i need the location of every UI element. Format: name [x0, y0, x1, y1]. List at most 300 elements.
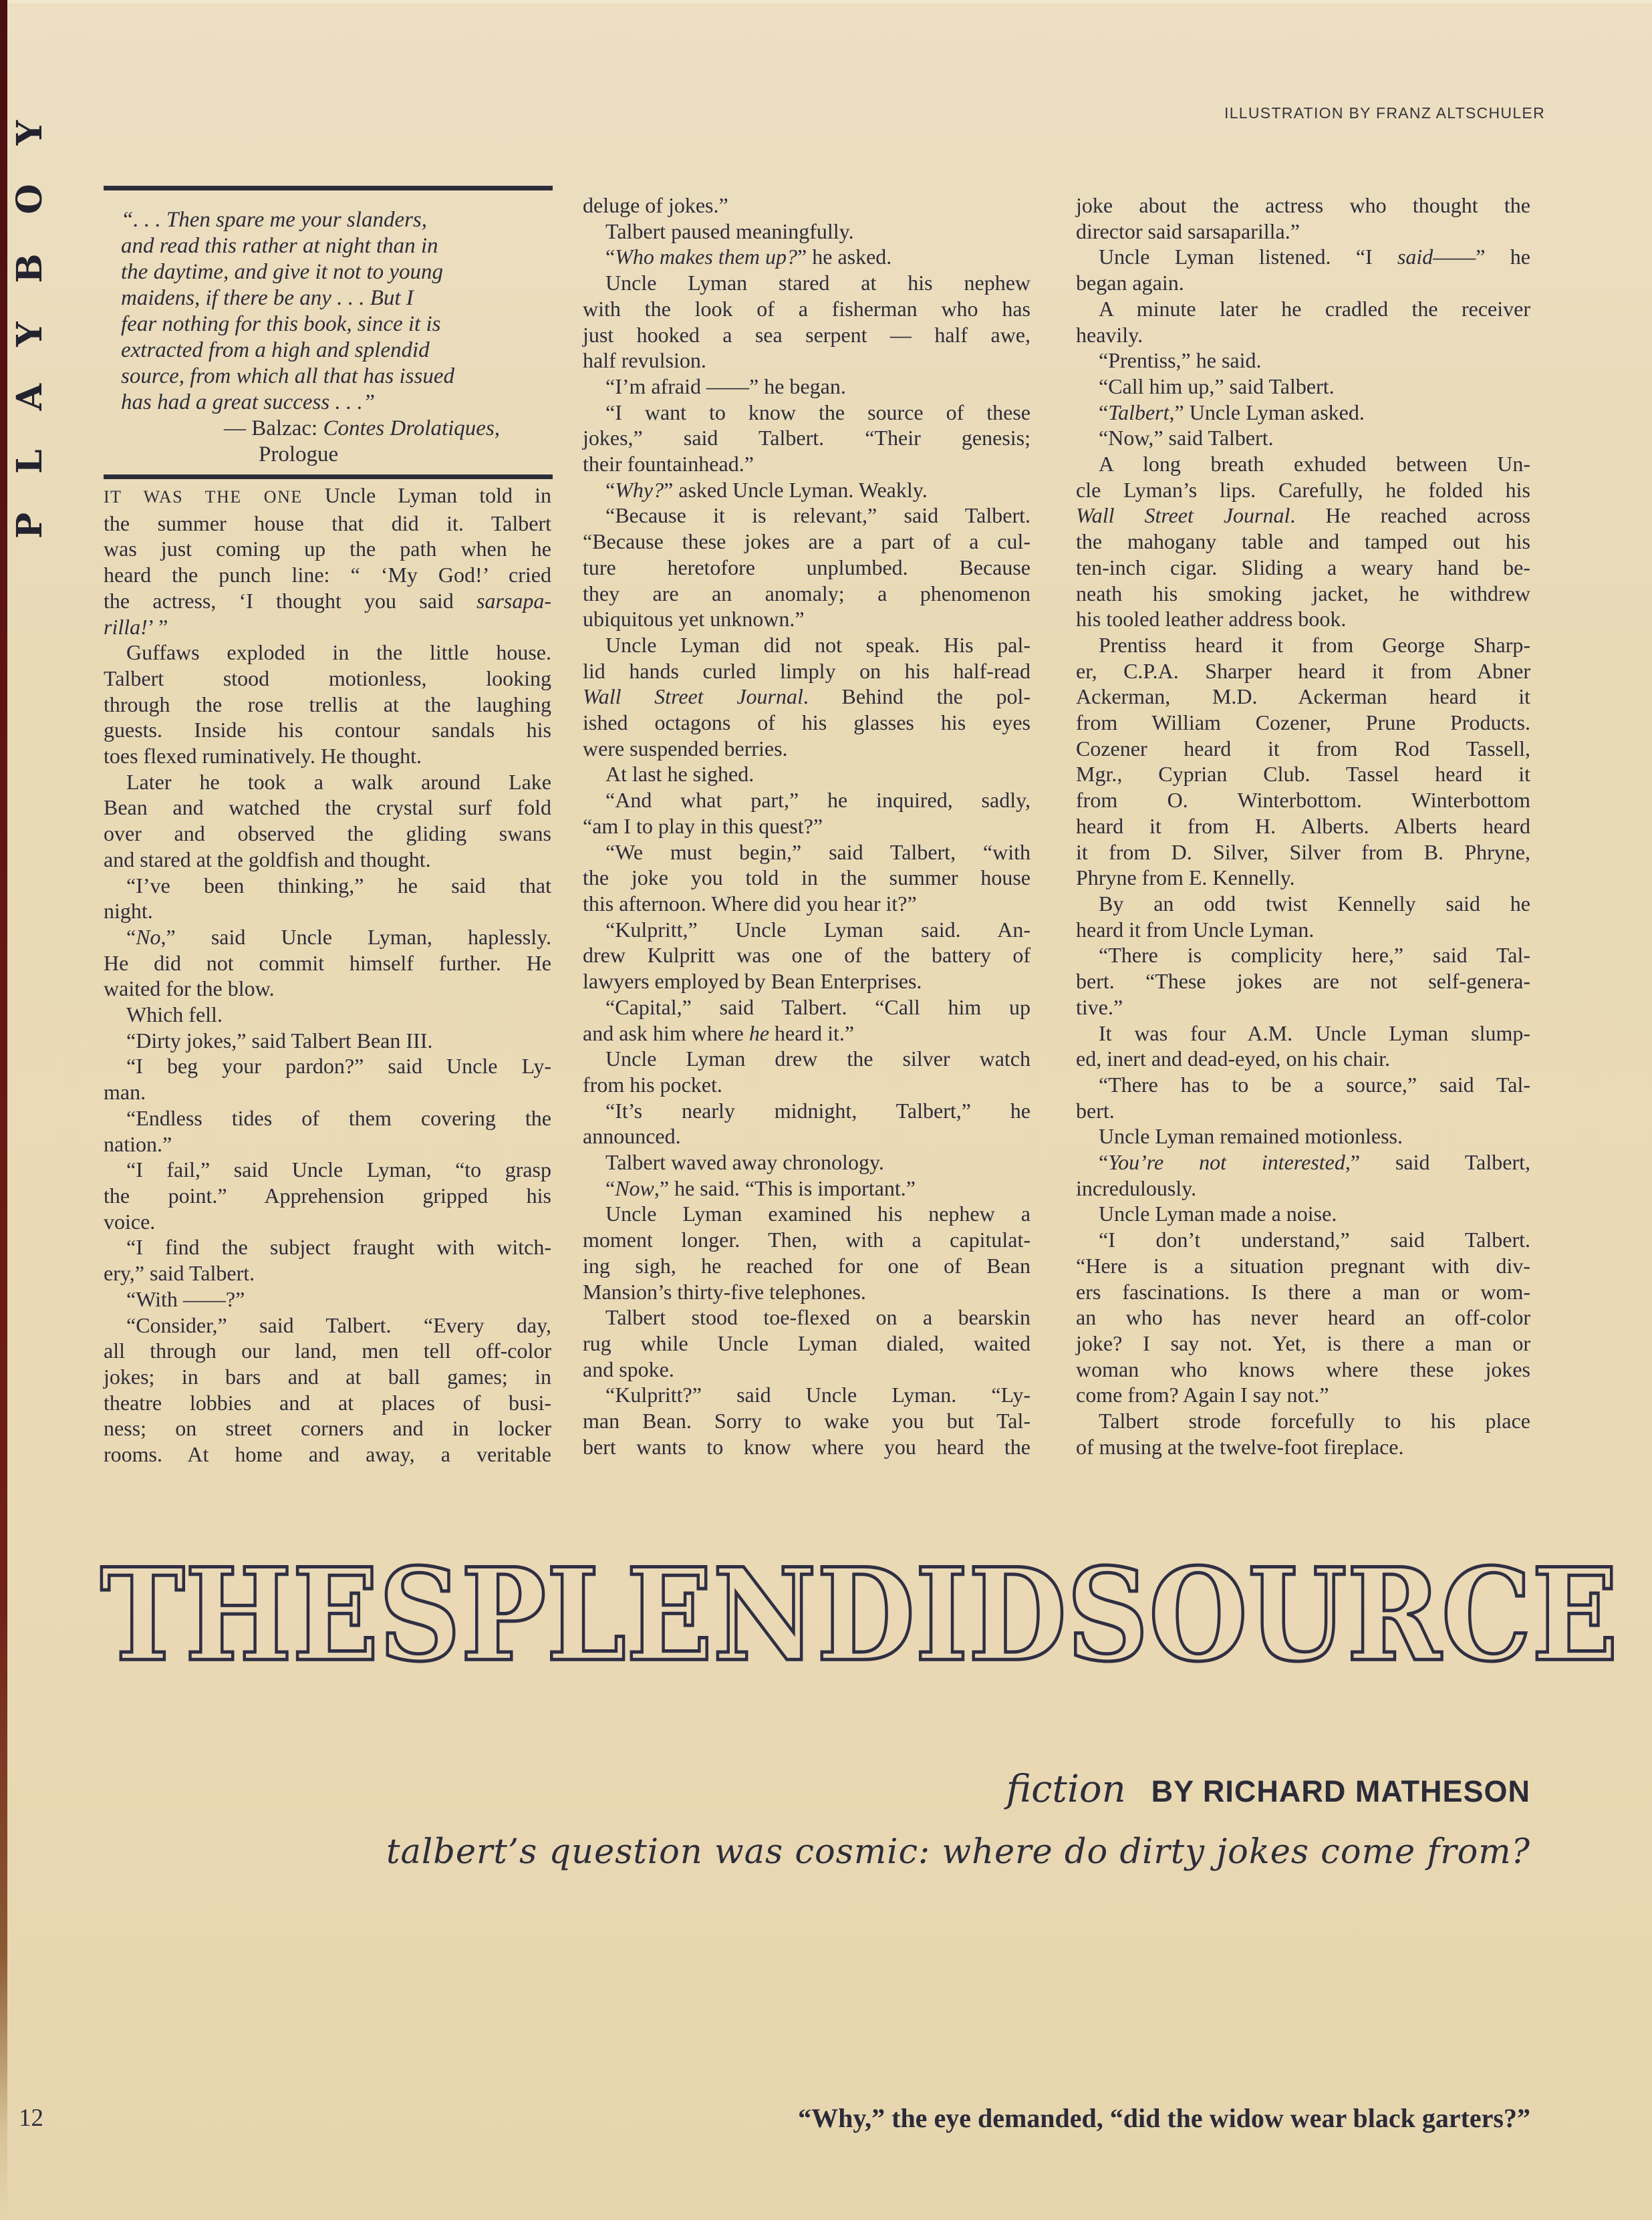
text-segment: By an odd twist Kennelly said he — [1099, 891, 1530, 916]
text-line — [1076, 219, 1530, 245]
text-line — [104, 1234, 551, 1260]
text-line — [1076, 761, 1530, 787]
section-kicker-fiction: fiction — [1006, 1768, 1126, 1811]
text-line — [104, 898, 551, 924]
text-line — [1076, 1098, 1530, 1124]
text-segment: Which fell. — [126, 1002, 223, 1027]
text-segment: ness; on street corners and in locker — [104, 1416, 551, 1441]
text-segment: Wall Street Journal — [583, 684, 803, 709]
text-segment: Bean and watched the crystal surf fold — [104, 795, 551, 820]
text-segment: waited for the blow. — [104, 976, 275, 1001]
text-segment: sarsapa- — [476, 588, 551, 613]
text-line — [583, 658, 1030, 684]
text-segment: and stared at the goldfish and thought. — [104, 847, 431, 871]
text-segment: were suspended berries. — [583, 736, 788, 760]
text-line — [1076, 994, 1530, 1020]
illustration-credit: ILLUSTRATION BY FRANZ ALTSCHULER — [1224, 104, 1545, 122]
text-line — [104, 1364, 551, 1390]
text-line — [1076, 581, 1530, 607]
author-byline: BY RICHARD MATHESON — [1151, 1774, 1530, 1808]
epigraph-attribution-source: Prologue — [259, 442, 339, 466]
text-line — [104, 692, 551, 718]
text-segment: jokes; in bars and at ball games; in — [104, 1364, 551, 1389]
text-line — [104, 950, 551, 976]
text-segment: It was four A.M. Uncle Lyman slump- — [1099, 1020, 1530, 1045]
text-line — [104, 1157, 551, 1183]
text-segment: ubiquitous yet unknown.” — [583, 607, 805, 632]
text-line — [104, 717, 551, 743]
epigraph-attribution-work: Contes Drolatiques, — [323, 416, 501, 440]
text-segment: bert wants to know where you heard the — [583, 1434, 1030, 1459]
text-segment: “Because it is relevant,” said Talbert. — [605, 503, 1030, 528]
text-line — [1076, 1175, 1530, 1202]
text-line — [1076, 1123, 1530, 1149]
text-segment: ture heretofore unplumbed. Because — [583, 555, 1030, 579]
text-segment: drew Kulpritt was one of the battery of — [583, 943, 1030, 968]
text-segment: “ — [605, 1175, 615, 1200]
text-line — [583, 503, 1030, 529]
text-segment: come from? Again I say not.” — [1076, 1383, 1329, 1407]
text-segment: . He reached across — [1290, 503, 1531, 528]
text-line — [1076, 477, 1530, 503]
text-segment: the actress, ‘I thought you said — [104, 588, 476, 613]
text-line — [1076, 710, 1530, 736]
text-line — [104, 924, 551, 950]
text-segment: rug while Uncle Lyman dialed, waited — [583, 1331, 1030, 1355]
small-caps-opener: IT WAS THE ONE — [104, 487, 303, 507]
text-line — [583, 942, 1030, 968]
text-line — [104, 1183, 551, 1209]
text-segment: ——” he — [1433, 245, 1531, 269]
text-segment: from O. Winterbottom. Winterbottom — [1076, 788, 1530, 813]
text-segment: At last he sighed. — [605, 762, 754, 787]
text-segment: the mahogany table and tamped out his — [1076, 529, 1530, 554]
text-line — [1076, 503, 1530, 529]
text-segment: toes flexed ruminatively. He thought. — [104, 744, 422, 769]
text-line — [583, 684, 1030, 710]
text-line — [104, 873, 551, 899]
text-line — [1076, 451, 1530, 477]
text-segment: from William Cozener, Prune Products. — [1076, 710, 1530, 735]
text-line — [104, 536, 551, 562]
text-segment: ” he asked. — [797, 245, 892, 269]
text-segment: moment longer. Then, with a capitulat- — [583, 1228, 1030, 1252]
text-segment: joke? I say not. Yet, is there a man or — [1076, 1331, 1530, 1355]
text-segment: “ — [605, 245, 615, 269]
text-segment: ery,” said Talbert. — [104, 1261, 255, 1286]
text-line — [1076, 1304, 1530, 1331]
text-line — [583, 865, 1030, 891]
text-line — [1076, 192, 1530, 219]
text-line — [1076, 374, 1530, 400]
text-segment: “I want to know the source of these — [605, 400, 1030, 424]
text-line — [1076, 632, 1530, 658]
text-segment: Prentiss heard it from George Sharp- — [1099, 632, 1530, 657]
text-segment: bert. — [1076, 1098, 1115, 1123]
text-segment: Uncle Lyman made a noise. — [1099, 1202, 1337, 1226]
text-segment: ing sigh, he reached for one of Bean — [583, 1253, 1030, 1278]
text-line — [583, 1072, 1030, 1098]
text-line — [104, 1209, 551, 1235]
text-line — [104, 1441, 551, 1468]
text-line — [583, 1227, 1030, 1253]
text-segment: . Behind the pol- — [803, 684, 1031, 709]
text-segment: guests. Inside his contour sandals his — [104, 718, 551, 742]
text-line — [1076, 891, 1530, 917]
text-segment: He did not commit himself further. He — [104, 950, 551, 975]
text-line — [1076, 917, 1530, 943]
text-segment: “ — [605, 477, 615, 502]
text-segment: it from D. Silver, Silver from B. Phryne, — [1076, 839, 1530, 864]
text-segment: “With ——?” — [126, 1286, 245, 1311]
epigraph-line: and read this rather at night than in — [121, 234, 438, 258]
text-segment: the summer house that did it. Talbert — [104, 511, 551, 535]
text-segment: “I don’t understand,” said Talbert. — [1099, 1228, 1530, 1252]
text-segment: voice. — [104, 1209, 156, 1234]
text-line — [583, 813, 1030, 839]
text-line — [1076, 606, 1530, 632]
text-line — [1076, 839, 1530, 865]
text-segment: “I find the subject fraught with witch- — [126, 1235, 551, 1260]
text-segment: night. — [104, 899, 153, 924]
text-line — [1076, 787, 1530, 813]
text-line — [1076, 865, 1530, 891]
story-tagline: talbert’s question was cosmic: where do dirty jokes come from? — [386, 1832, 1530, 1872]
text-segment: theatre lobbies and at places of busi- — [104, 1390, 551, 1415]
text-segment: Wall Street Journal — [1076, 503, 1290, 528]
text-segment: heard it from Uncle Lyman. — [1076, 917, 1315, 942]
epigraph-attribution — [104, 416, 553, 442]
text-segment: ,” said Talbert, — [1345, 1150, 1530, 1175]
text-segment: ers fascinations. Is there a man or wom- — [1076, 1279, 1530, 1304]
text-line — [1076, 529, 1530, 555]
text-line — [583, 425, 1030, 451]
brand-vertical-playboy: PLAYBOY — [9, 82, 50, 539]
text-line — [583, 761, 1030, 787]
text-segment: Who makes them up? — [615, 245, 798, 269]
text-line — [583, 1046, 1030, 1072]
text-segment: ,” Uncle Lyman asked. — [1169, 400, 1365, 424]
text-line — [104, 976, 551, 1002]
column-1 — [104, 482, 551, 1468]
text-line — [1076, 270, 1530, 296]
story-title-word: SPLENDID — [378, 1540, 1067, 1691]
text-segment: “Dirty jokes,” said Talbert Bean III. — [126, 1028, 433, 1053]
text-line — [1076, 658, 1530, 684]
story-title-word: THE — [100, 1540, 379, 1691]
footer-caption: “Why,” the eye demanded, “did the widow wear black garters?” — [798, 2103, 1530, 2133]
text-line — [104, 640, 551, 666]
text-segment: half revulsion. — [583, 348, 706, 373]
text-line — [104, 1105, 551, 1131]
text-line — [104, 482, 551, 511]
epigraph-line: the daytime, and give it not to young — [121, 260, 444, 284]
text-line — [1076, 942, 1530, 968]
text-line — [583, 787, 1030, 813]
text-segment: You’re not interested — [1108, 1150, 1345, 1175]
text-line — [583, 219, 1030, 245]
text-line — [1076, 736, 1530, 762]
text-segment: Uncle Lyman did not speak. His pal- — [605, 632, 1030, 657]
text-line — [583, 1304, 1030, 1331]
text-line — [104, 1390, 551, 1416]
text-segment: “Here is a situation pregnant with div- — [1076, 1253, 1530, 1278]
text-line — [583, 322, 1030, 348]
text-segment: “ — [1099, 1150, 1109, 1175]
text-line — [583, 529, 1030, 555]
text-segment: Uncle Lyman drew the silver watch — [605, 1047, 1030, 1071]
text-line — [583, 891, 1030, 917]
text-line — [583, 296, 1030, 322]
text-segment: Talbert — [1108, 400, 1169, 424]
text-line — [583, 1382, 1030, 1408]
text-segment: “There is complicity here,” said Tal- — [1099, 943, 1530, 968]
text-segment: ,” said Uncle Lyman, haplessly. — [160, 924, 551, 949]
text-line — [104, 1338, 551, 1364]
text-line — [104, 847, 551, 873]
text-segment: lawyers employed by Bean Enterprises. — [583, 969, 922, 994]
epigraph-line: source, from which all that has issued — [121, 364, 454, 388]
scan-edge-top — [0, 0, 1652, 3]
text-segment: incredulously. — [1076, 1175, 1197, 1200]
epigraph-lines — [104, 207, 553, 416]
text-line — [1076, 244, 1530, 270]
text-segment: Later he took a walk around Lake — [126, 769, 551, 794]
text-line — [583, 374, 1030, 400]
text-line — [104, 1131, 551, 1157]
text-segment: Uncle Lyman stared at his nephew — [605, 271, 1030, 295]
text-segment: Uncle Lyman remained motionless. — [1099, 1124, 1403, 1149]
text-line — [104, 1312, 551, 1339]
text-segment: the joke you told in the summer house — [583, 865, 1030, 890]
text-segment: bert. “These jokes are not self-genera- — [1076, 969, 1530, 994]
text-segment: neath his smoking jacket, he withdrew — [1076, 581, 1530, 605]
text-segment: through the rose trellis at the laughing — [104, 692, 551, 716]
text-segment: “It’s nearly midnight, Talbert,” he — [605, 1098, 1030, 1123]
text-line — [104, 614, 551, 640]
text-line — [583, 1020, 1030, 1047]
epigraph-line: extracted from a high and splendid — [121, 338, 430, 362]
text-line — [583, 917, 1030, 943]
text-line — [583, 839, 1030, 865]
text-line — [583, 555, 1030, 581]
text-segment: “Endless tides of them covering the — [126, 1105, 551, 1130]
text-line — [583, 1149, 1030, 1175]
text-line — [583, 477, 1030, 503]
text-segment: began again. — [1076, 271, 1184, 295]
text-line — [104, 1079, 551, 1105]
text-line — [583, 400, 1030, 426]
text-line — [104, 1053, 551, 1079]
text-segment: the point.” Apprehension gripped his — [104, 1183, 551, 1208]
text-segment: director said sarsaparilla.” — [1076, 219, 1300, 243]
text-segment: ten-inch cigar. Sliding a weary hand be- — [1076, 555, 1530, 579]
text-segment: Talbert waved away chronology. — [605, 1150, 884, 1175]
text-segment: heard the punch line: “ ‘My God!’ cried — [104, 563, 551, 587]
epigraph-line: “. . . Then spare me your slanders, — [121, 208, 428, 232]
text-segment: “Now,” said Talbert. — [1099, 426, 1274, 450]
text-line — [1076, 684, 1530, 710]
text-line — [583, 1123, 1030, 1149]
text-segment: “Capital,” said Talbert. “Call him up — [605, 994, 1030, 1019]
epigraph-line: fear nothing for this book, since it is — [121, 312, 441, 336]
text-segment: Uncle Lyman listened. “I — [1099, 245, 1397, 269]
text-segment: man. — [104, 1080, 146, 1105]
text-line — [1076, 1408, 1530, 1434]
text-line — [1076, 1253, 1530, 1279]
text-line — [583, 994, 1030, 1020]
text-segment: their fountainhead.” — [583, 452, 754, 476]
text-segment: was just coming up the path when he — [104, 537, 551, 561]
text-segment: his tooled leather address book. — [1076, 607, 1347, 632]
text-segment: “Consider,” said Talbert. “Every day, — [126, 1312, 551, 1337]
text-segment: Talbert stood toe-flexed on a bearskin — [605, 1305, 1030, 1330]
text-line — [583, 192, 1030, 219]
text-segment: “Because these jokes are a part of a cul- — [583, 529, 1030, 554]
text-line — [583, 606, 1030, 632]
text-line — [1076, 1279, 1530, 1305]
text-segment: lid hands curled limply on his half-read — [583, 658, 1030, 683]
text-line — [583, 1253, 1030, 1279]
text-segment: and spoke. — [583, 1357, 674, 1381]
text-line — [583, 1175, 1030, 1202]
text-line — [1076, 400, 1530, 426]
text-line — [104, 1415, 551, 1441]
column-2 — [583, 192, 1030, 1460]
text-segment: Uncle Lyman examined his nephew a — [605, 1202, 1030, 1226]
text-segment: Talbert strode forcefully to his place — [1099, 1409, 1530, 1433]
text-segment: cle Lyman’s lips. Carefully, he folded his — [1076, 477, 1530, 502]
text-line — [583, 632, 1030, 658]
text-line — [583, 348, 1030, 374]
text-line — [1076, 1227, 1530, 1253]
text-segment: announced. — [583, 1124, 681, 1149]
text-segment: “There has to be a source,” said Tal- — [1099, 1072, 1530, 1097]
byline-row — [1006, 1768, 1530, 1811]
text-segment: rilla! — [104, 614, 148, 639]
text-segment: an who has never heard an off-color — [1076, 1305, 1530, 1330]
text-segment: ,” he said. “This is important.” — [654, 1175, 916, 1200]
text-segment: “And what part,” he inquired, sadly, — [605, 788, 1030, 813]
text-line — [583, 710, 1030, 736]
text-segment: A long breath exhuded between Un- — [1099, 452, 1530, 476]
text-line — [104, 769, 551, 795]
text-line — [1076, 425, 1530, 451]
text-segment: from his pocket. — [583, 1072, 722, 1097]
text-segment: No — [136, 924, 161, 949]
text-line — [104, 588, 551, 614]
text-line — [1076, 1434, 1530, 1460]
text-segment: just hooked a sea serpent — half awe, — [583, 322, 1030, 347]
text-segment: this afternoon. Where did you hear it?” — [583, 891, 917, 916]
column-3 — [1076, 192, 1530, 1460]
text-segment: “I fail,” said Uncle Lyman, “to grasp — [126, 1157, 551, 1182]
text-segment: all through our land, men tell off-color — [104, 1339, 551, 1363]
text-line — [104, 1286, 551, 1312]
text-segment: “Call him up,” said Talbert. — [1099, 374, 1335, 398]
text-line — [1076, 1072, 1530, 1098]
text-line — [104, 795, 551, 821]
text-line — [1076, 1357, 1530, 1383]
text-line — [1076, 1331, 1530, 1357]
text-line — [1076, 296, 1530, 322]
text-line — [104, 743, 551, 769]
text-segment: they are an anomaly; a phenomenon — [583, 581, 1030, 605]
text-segment: woman who knows where these jokes — [1076, 1357, 1530, 1381]
page-number: 12 — [19, 2104, 43, 2132]
epigraph-line: maidens, if there be any . . . But I — [121, 286, 414, 310]
text-line — [583, 1357, 1030, 1383]
epigraph-block — [104, 186, 553, 479]
text-line — [583, 968, 1030, 994]
text-line — [583, 1279, 1030, 1305]
text-line — [583, 1098, 1030, 1124]
text-line — [1076, 1046, 1530, 1072]
text-segment: “am I to play in this quest?” — [583, 813, 823, 838]
text-line — [583, 270, 1030, 296]
text-segment: Talbert stood motionless, looking — [104, 666, 551, 690]
text-segment: “ — [1099, 400, 1109, 424]
text-line — [1076, 348, 1530, 374]
story-title-word: SOURCE — [1067, 1540, 1619, 1691]
text-line — [104, 562, 551, 588]
text-segment: “Prentiss,” he said. — [1099, 348, 1262, 373]
text-line — [1076, 1201, 1530, 1227]
text-line — [583, 736, 1030, 762]
text-segment: ished octagons of his glasses his eyes — [583, 710, 1030, 735]
epigraph-line: has had a great success . . .” — [121, 390, 376, 414]
text-segment: Why? — [615, 477, 664, 502]
text-segment: Guffaws exploded in the little house. — [126, 640, 551, 665]
text-line — [104, 821, 551, 847]
text-line — [104, 1002, 551, 1028]
story-title — [100, 1540, 1619, 1691]
text-line — [583, 1408, 1030, 1434]
text-line — [583, 1201, 1030, 1227]
text-segment: Uncle Lyman told in — [302, 483, 551, 507]
scan-edge-left — [0, 0, 7, 2220]
text-line — [1076, 1149, 1530, 1175]
text-segment: nation.” — [104, 1131, 172, 1156]
text-line — [104, 1028, 551, 1054]
epigraph-attribution-author: — Balzac: — [224, 416, 323, 440]
text-line — [104, 1260, 551, 1286]
text-segment: Now — [615, 1175, 654, 1200]
text-segment: of musing at the twelve-foot fireplace. — [1076, 1434, 1404, 1459]
text-segment: A minute later he cradled the receiver — [1099, 296, 1530, 321]
text-segment: over and observed the gliding swans — [104, 821, 551, 846]
text-segment: jokes,” said Talbert. “Their genesis; — [583, 426, 1030, 450]
text-segment: Cozener heard it from Rod Tassell, — [1076, 736, 1530, 760]
text-segment: and ask him where — [583, 1020, 749, 1045]
text-line — [1076, 555, 1530, 581]
text-segment: joke about the actress who thought the — [1076, 193, 1530, 217]
text-segment: heavily. — [1076, 322, 1143, 347]
text-segment: Mgr., Cyprian Club. Tassel heard it — [1076, 762, 1530, 787]
text-segment: heard it.” — [769, 1020, 855, 1045]
text-segment: man Bean. Sorry to wake you but Tal- — [583, 1409, 1030, 1433]
text-segment: ed, inert and dead-eyed, on his chair. — [1076, 1047, 1391, 1071]
text-line — [583, 244, 1030, 270]
text-line — [583, 581, 1030, 607]
text-segment: he — [748, 1020, 770, 1045]
text-segment: “ — [126, 924, 136, 949]
text-segment: “Kulpritt,” Uncle Lyman said. An- — [605, 917, 1030, 942]
text-segment: ” asked Uncle Lyman. Weakly. — [664, 477, 928, 502]
text-segment: tive.” — [1076, 994, 1123, 1019]
text-segment: deluge of jokes.” — [583, 193, 728, 217]
text-line — [1076, 1020, 1530, 1047]
